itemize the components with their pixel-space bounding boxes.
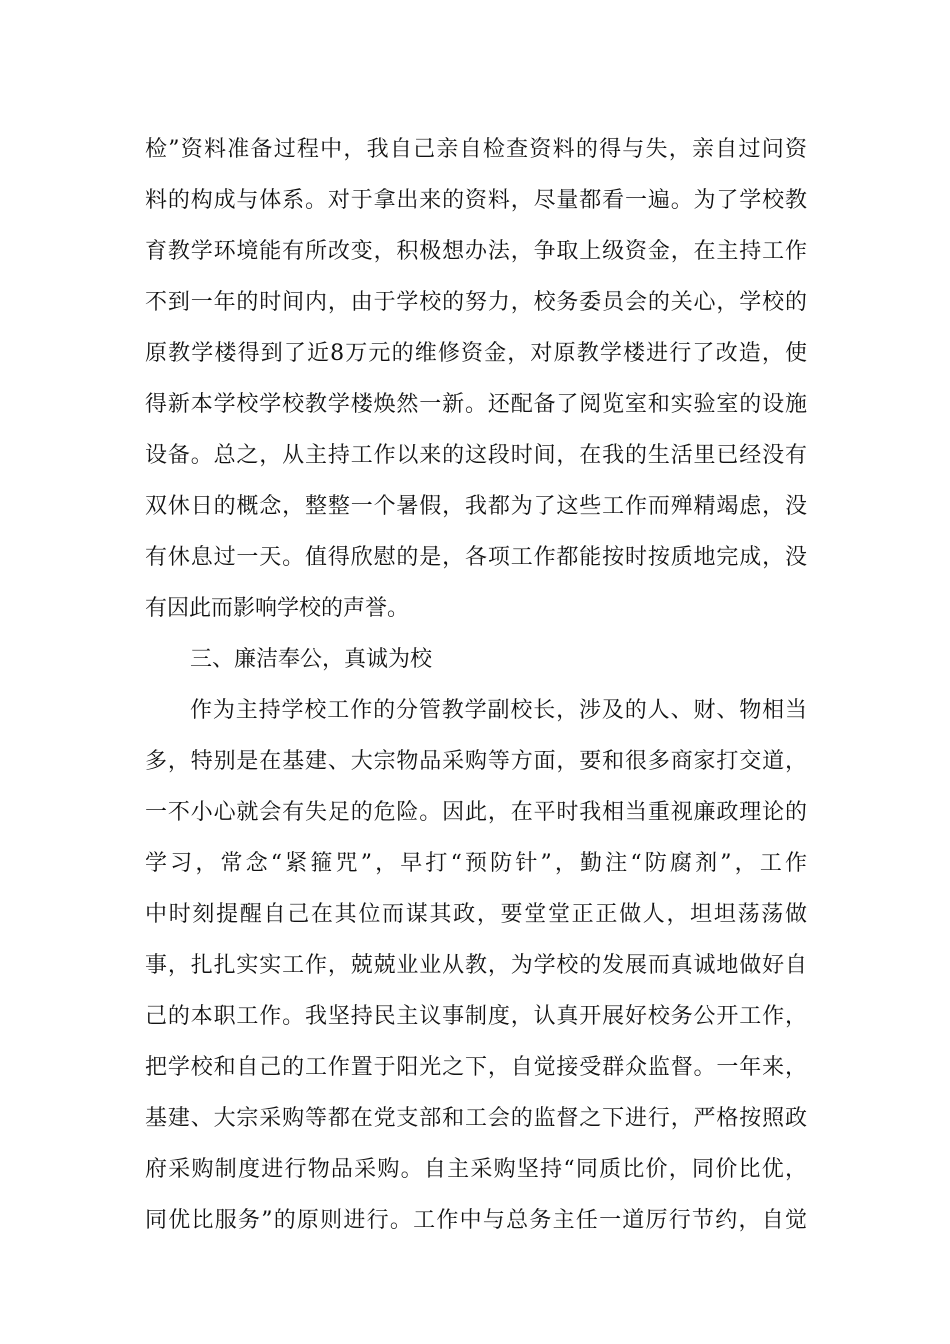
section-heading: 三、廉洁奉公，真诚为校 (190, 647, 433, 672)
text-line: 一不小心就会有失足的危险。因此，在平时我相当重视廉政理论的 (145, 800, 807, 825)
text-line: 府采购制度进行物品采购。自主采购坚持“同质比价，同价比优， (145, 1157, 807, 1182)
text-line: 中时刻提醒自己在其位而谋其政，要堂堂正正做人，坦坦荡荡做 (145, 902, 807, 927)
text-line: 把学校和自己的工作置于阳光之下，自觉接受群众监督。一年来， (145, 1055, 807, 1080)
text-line: 多，特别是在基建、大宗物品采购等方面，要和很多商家打交道， (145, 749, 807, 774)
text-line: 双休日的概念，整整一个暑假，我都为了这些工作而殚精竭虑，没 (145, 494, 807, 519)
text-line: 原教学楼得到了近8万元的维修资金，对原教学楼进行了改造，使 (145, 341, 807, 366)
text-line: 己的本职工作。我坚持民主议事制度，认真开展好校务公开工作， (145, 1004, 807, 1029)
text-line: 得新本学校学校教学楼焕然一新。还配备了阅览室和实验室的设施 (145, 392, 807, 417)
text-line: 检”资料准备过程中，我自己亲自检查资料的得与失，亲自过问资 (145, 137, 807, 162)
text-line: 育教学环境能有所改变，积极想办法，争取上级资金，在主持工作 (145, 239, 807, 264)
text-line: 有休息过一天。值得欣慰的是，各项工作都能按时按质地完成，没 (145, 545, 807, 570)
text-line: 基建、大宗采购等都在党支部和工会的监督之下进行，严格按照政 (145, 1106, 807, 1131)
text-line: 事，扎扎实实工作，兢兢业业从教，为学校的发展而真诚地做好自 (145, 953, 807, 978)
text-line: 不到一年的时间内，由于学校的努力，校务委员会的关心，学校的 (145, 290, 807, 315)
text-line: 设备。总之，从主持工作以来的这段时间，在我的生活里已经没有 (145, 443, 807, 468)
text-line: 同优比服务”的原则进行。工作中与总务主任一道厉行节约，自觉 (145, 1208, 807, 1233)
text-line: 料的构成与体系。对于拿出来的资料，尽量都看一遍。为了学校教 (145, 188, 807, 213)
text-line: 学习，常念“紧箍咒”，早打“预防针”，勤注“防腐剂”，工作 (145, 851, 807, 876)
text-line: 有因此而影响学校的声誉。 (145, 596, 410, 621)
text-line: 作为主持学校工作的分管教学副校长，涉及的人、财、物相当 (190, 698, 807, 723)
